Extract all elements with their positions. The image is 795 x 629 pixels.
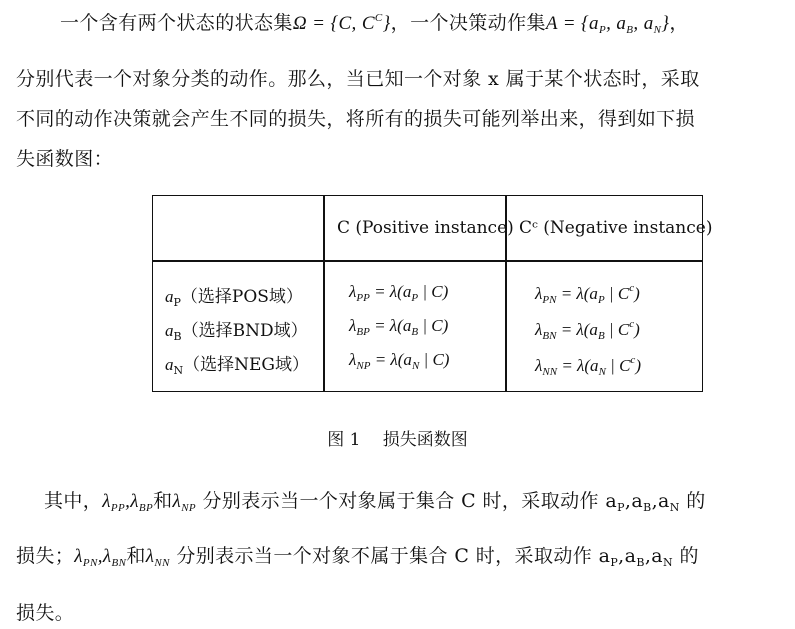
text: ，一个决策动作集 [390, 12, 546, 34]
text: 一个含有两个状态的状态集 [60, 12, 293, 34]
text: ， [669, 12, 689, 34]
state-set-formula: Ω = {C, $C^C$} [292, 12, 391, 34]
paragraph2-line1: 其中，$\lambda_{PP},\lambda_{BP}$和$\lambda_{NP}$ 分别表示当一个对象属于集合 C 时，采取动作 $a_P,a_B,a_N$ 的 [44, 490, 706, 514]
paragraph1-line2: 分别代表一个对象分类的动作。那么，当已知一个对象 x 属于某个状态时，采取 [16, 68, 700, 90]
action-set-formula: $A = \{a_P$, $a_B$, $a_N$} [545, 13, 670, 36]
paragraph1-line4: 失函数图： [16, 148, 114, 170]
cell-lambda-nn: $\lambda_{NN} = \lambda(a_N$ | $C^c$) [535, 354, 641, 378]
paragraph1-line1 [60, 8, 689, 36]
cell-lambda-bp: $\lambda_{BP} = \lambda(a_B$ | C) [349, 316, 449, 338]
cell-lambda-pp: $\lambda_{PP} = \lambda(a_P$ | C) [349, 282, 449, 304]
col-header-positive: C (Positive instance) [337, 218, 514, 238]
cell-lambda-np: $\lambda_{NP} = \lambda(a_N$ | C) [349, 350, 450, 372]
paragraph2-line2: 损失；$\lambda_{PN},\lambda_{BN}$和$\lambda_{NN}$ 分别表示当一个对象不属于集合 C 时，采取动作 $a_P,a_B,a_N$ 的 [16, 545, 699, 569]
paragraph2-line3: 损失。 [16, 602, 75, 624]
loss-function-table [152, 195, 713, 392]
paragraph1-line3: 不同的动作决策就会产生不同的损失，将所有的损失可能列举出来，得到如下损 [16, 108, 696, 130]
row-label-an: $a_N$（选择NEG域） [165, 355, 309, 377]
col-header-negative: Cᶜ (Negative instance) [519, 218, 713, 238]
cell-lambda-bn: $\lambda_{BN} = \lambda(a_B$ | $C^c$) [535, 318, 640, 342]
row-label-ap: $a_P$（选择POS域） [165, 287, 303, 309]
cell-lambda-pn: $\lambda_{PN} = \lambda(a_P$ | $C^c$) [535, 282, 640, 306]
figure-caption: 图 1 损失函数图 [327, 430, 468, 450]
row-label-ab: $a_B$（选择BND域） [165, 321, 308, 343]
